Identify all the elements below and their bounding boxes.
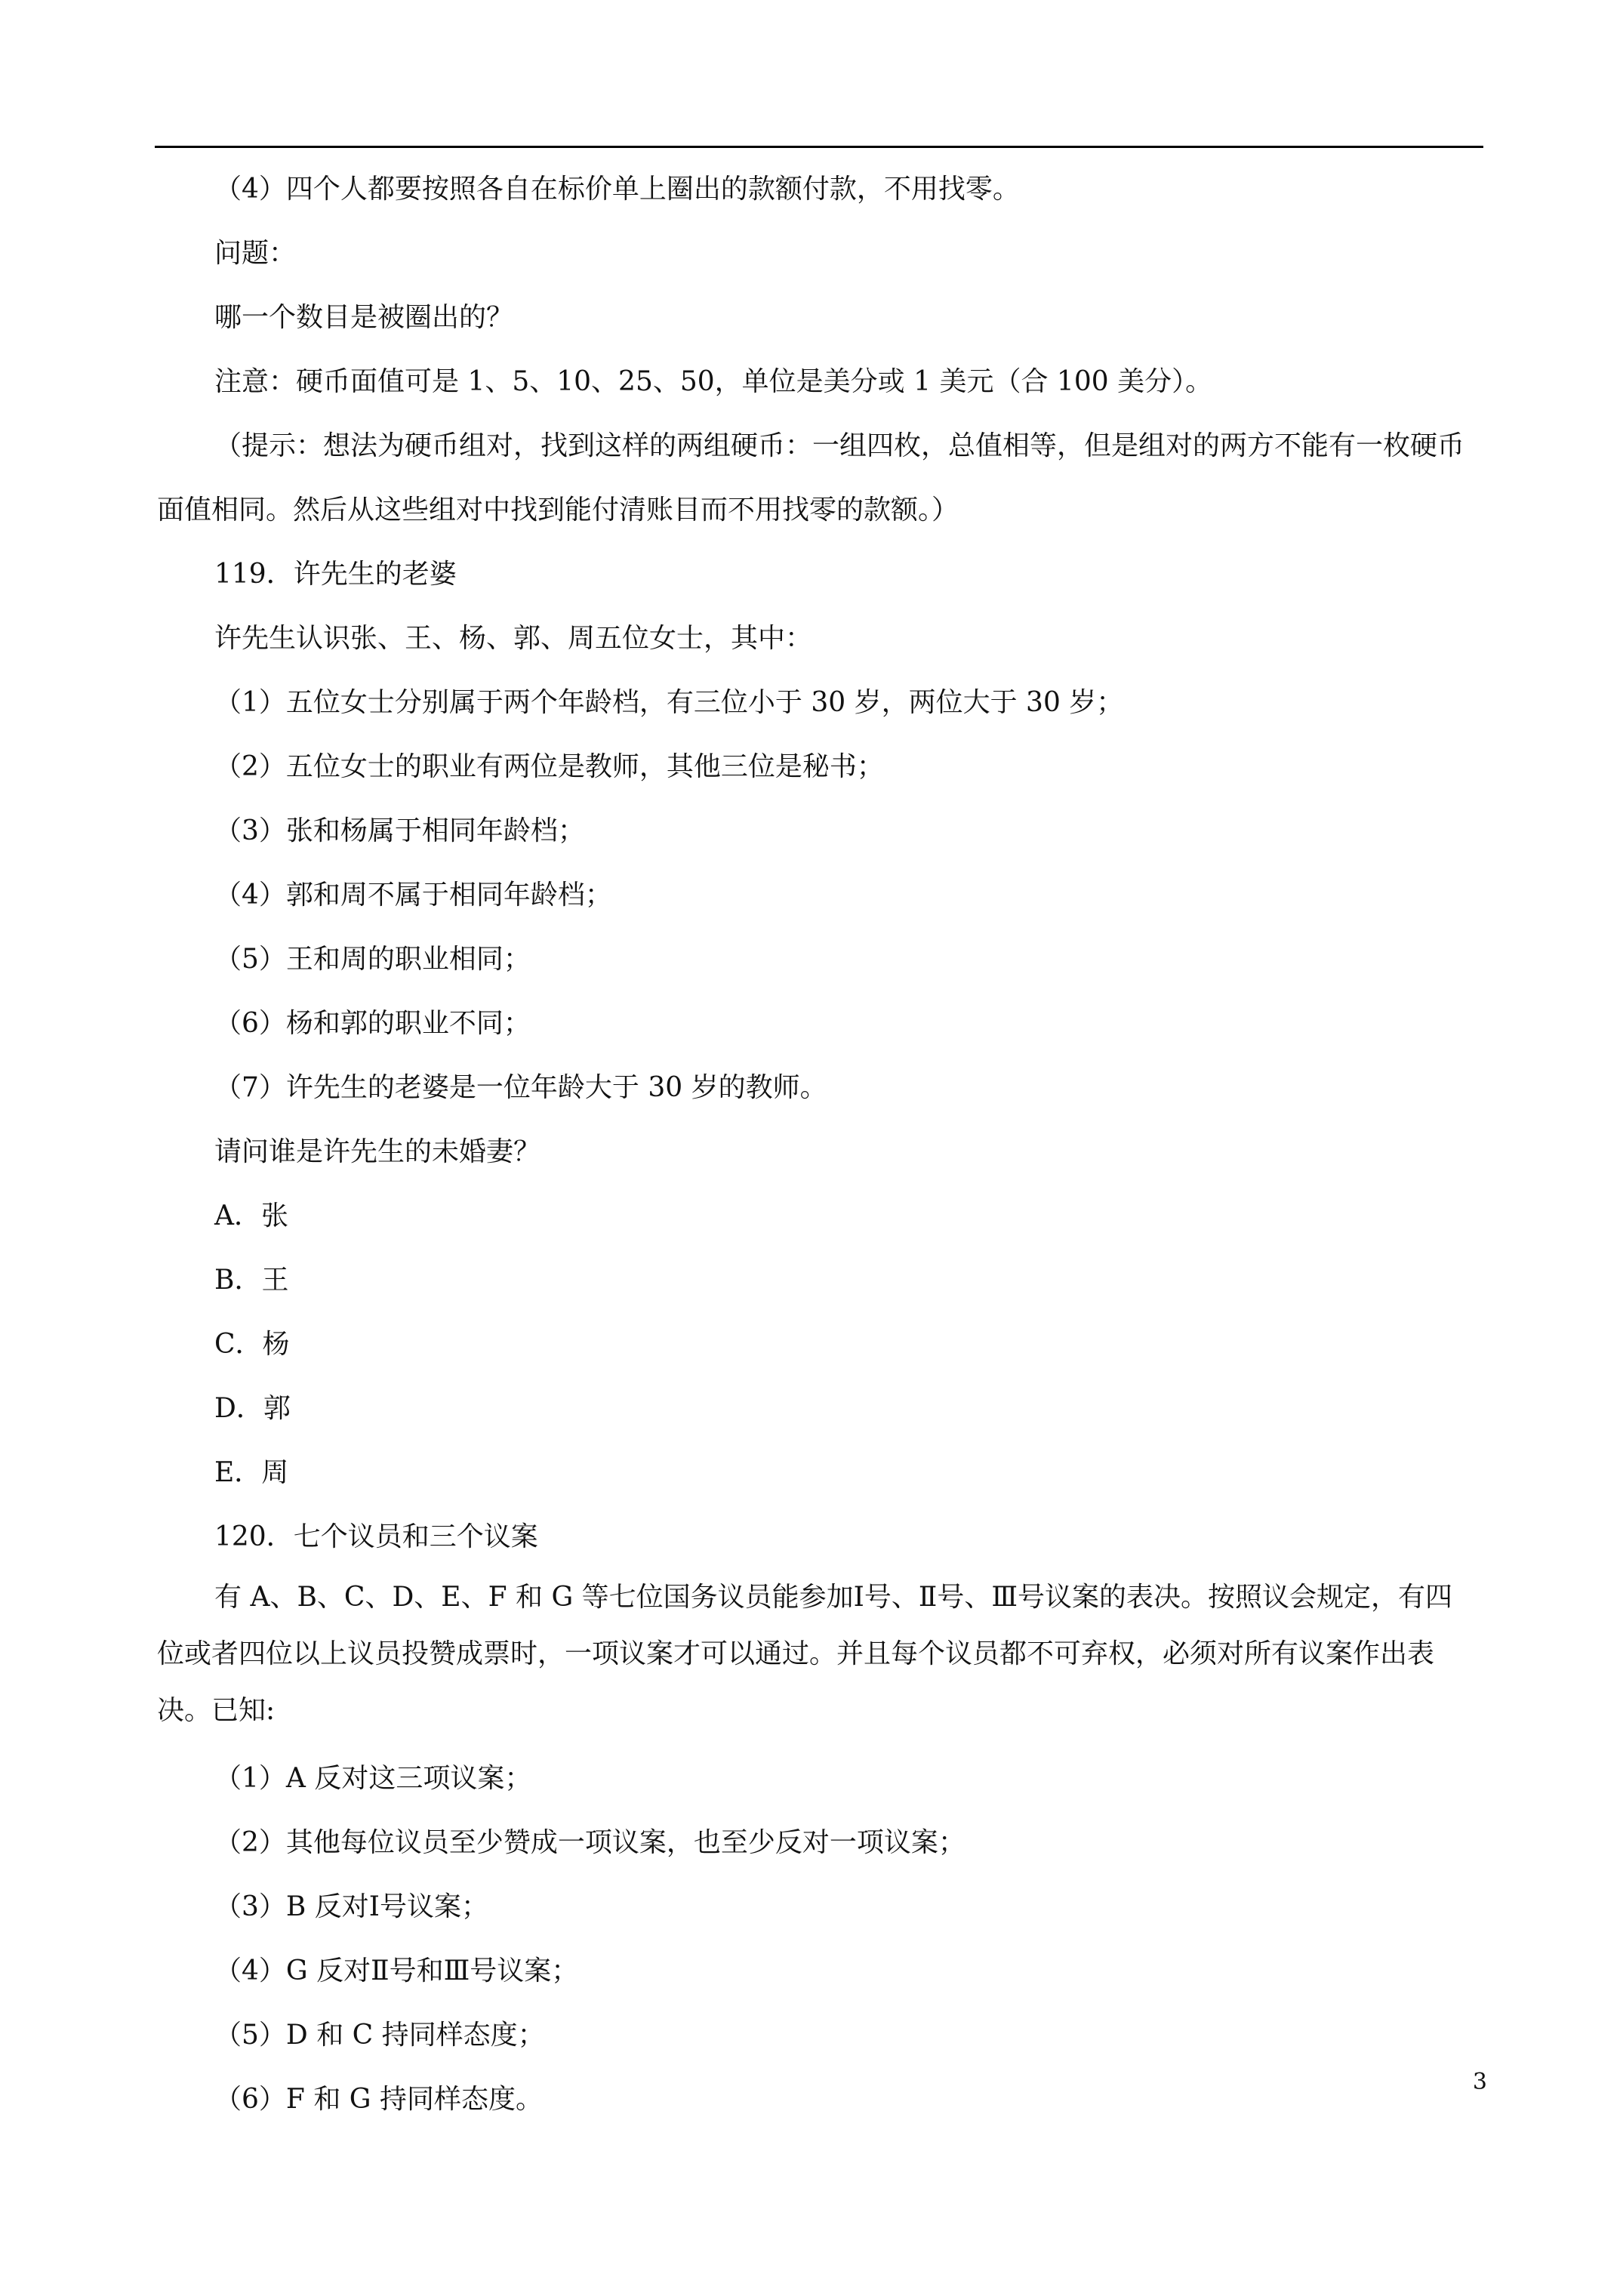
problem-119-condition-2: （2）五位女士的职业有两位是教师，其他三位是秘书；: [214, 751, 884, 782]
paragraph-question: 哪一个数目是被圈出的？: [214, 302, 514, 333]
problem-119-condition-1: （1）五位女士分别属于两个年龄档，有三位小于 30 岁，两位大于 30 岁；: [214, 687, 1124, 718]
problem-119-condition-6: （6）杨和郭的职业不同；: [214, 1008, 531, 1039]
page-number: 3: [1472, 2069, 1487, 2095]
problem-120-condition-3: （3）B 反对Ⅰ号议案；: [214, 1891, 489, 1922]
paragraph-rule-4-payment: （4）四个人都要按照各自在标价单上圈出的款额付款，不用找零。: [214, 174, 1020, 205]
problem-120-condition-2: （2）其他每位议员至少赞成一项议案，也至少反对一项议案；: [214, 1827, 965, 1858]
option-b: B．王: [214, 1265, 289, 1296]
paragraph-hint: （提示：想法为硬币组对，找到这样的两组硬币：一组四枚，总值相等，但是组对的两方不能有一枚硬币面值相同。然后从这些组对中找到能付清账目而不用找零的款额。）: [157, 430, 1465, 525]
page-body: [157, 157, 1480, 2131]
paragraph-note: 注意：硬币面值可是 1、5、10、25、50，单位是美分或 1 美元（合 100 美分）。: [214, 366, 1213, 397]
option-e: E．周: [214, 1457, 289, 1488]
problem-119-condition-3: （3）张和杨属于相同年龄档；: [214, 815, 585, 846]
problem-120-condition-1: （1）A 反对这三项议案；: [214, 1763, 532, 1794]
header-rule: [155, 146, 1483, 148]
problem-119-question: 请问谁是许先生的未婚妻？: [214, 1136, 541, 1167]
problem-119-title: 119．许先生的老婆: [214, 559, 457, 590]
problem-120-intro: 有 A、B、C、D、E、F 和 G 等七位国务议员能参加Ⅰ号、Ⅱ号、Ⅲ号议案的表决。按照议会规定，有四位或者四位以上议员投赞成票时，一项议案才可以通过。并且每个议员都不可弃权，必须对所有议案作出表决。已知:: [157, 1582, 1453, 1726]
problem-119-condition-4: （4）郭和周不属于相同年龄档；: [214, 880, 612, 911]
paragraph-question-label: 问题：: [214, 238, 297, 269]
problem-120-title: 120．七个议员和三个议案: [214, 1521, 538, 1552]
option-d: D．郭: [214, 1393, 291, 1424]
problem-119-condition-5: （5）王和周的职业相同；: [214, 944, 531, 975]
problem-119-condition-7: （7）许先生的老婆是一位年龄大于 30 岁的教师。: [214, 1072, 827, 1103]
problem-119-intro: 许先生认识张、王、杨、郭、周五位女士，其中：: [214, 623, 813, 654]
problem-120-condition-6: （6）F 和 G 持同样态度。: [214, 2084, 543, 2115]
problem-120-condition-4: （4）G 反对Ⅱ号和Ⅲ号议案；: [214, 1955, 579, 1986]
option-c: C．杨: [214, 1329, 290, 1360]
problem-120-condition-5: （5）D 和 C 持同样态度；: [214, 2020, 545, 2051]
option-a: A．张: [214, 1200, 288, 1231]
